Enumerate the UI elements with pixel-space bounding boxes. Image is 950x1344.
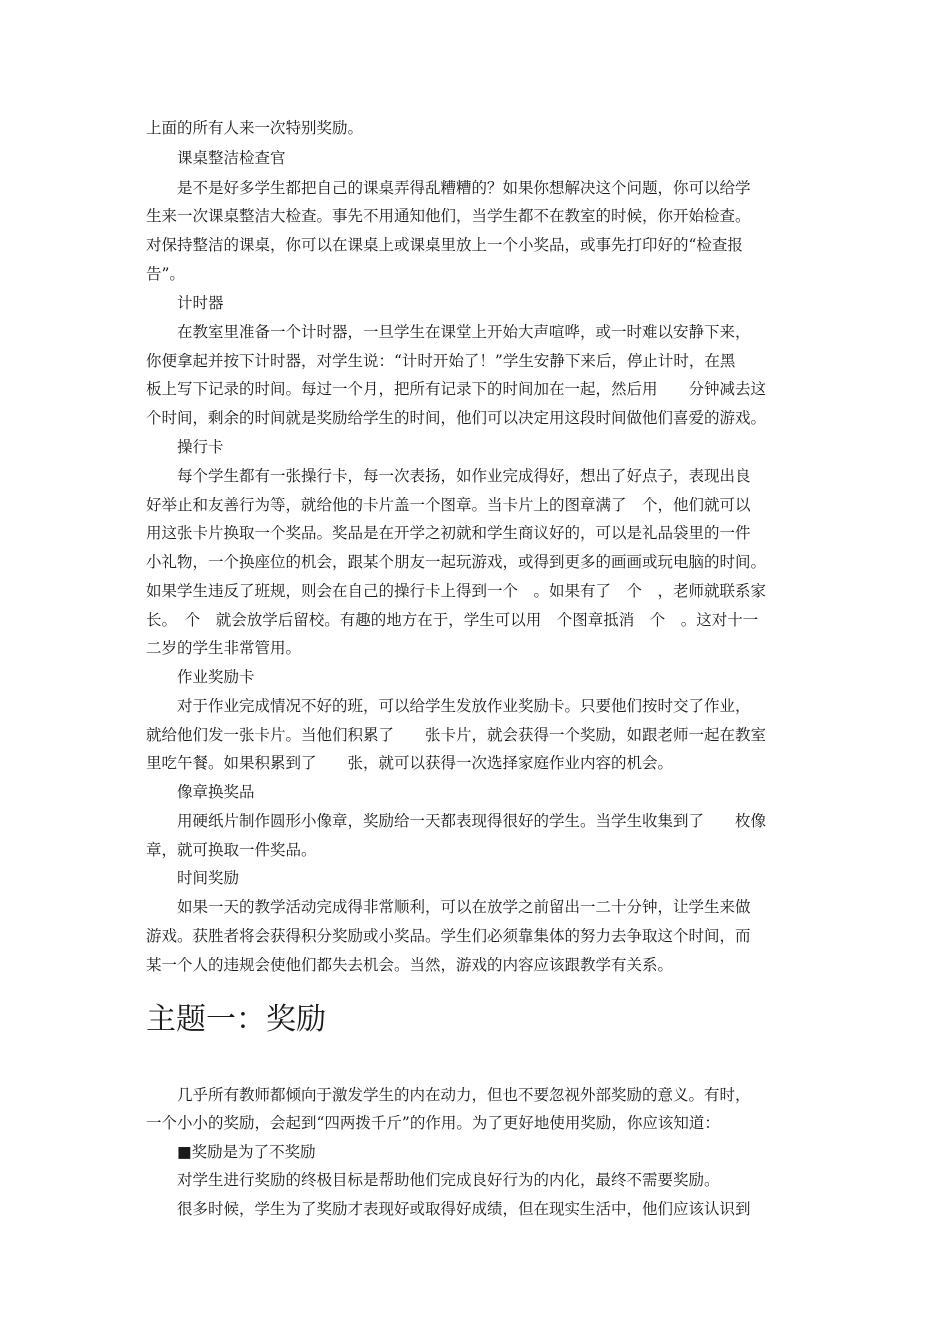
paragraph-line: 好举止和友善行为等，就给他的卡片盖一个图章。当卡片上的图章满了 个，他们就可以: [146, 496, 751, 514]
paragraph-line: 二岁的学生非常管用。: [146, 639, 302, 657]
section-title-badge-exchange: 像章换奖品: [177, 783, 255, 801]
paragraph-line: 如果一天的教学活动完成得非常顺利，可以在放学之前留出一二十分钟，让学生来做: [177, 898, 751, 916]
paragraph-line: 一个小小的奖励，会起到“四两拨千斤”的作用。为了更好地使用奖励，你应该知道：: [146, 1114, 720, 1132]
section-title-desk-inspector: 课桌整洁检查官: [177, 149, 286, 167]
paragraph-line: 对学生进行奖励的终极目标是帮助他们完成良好行为的内化，最终不需要奖励。: [177, 1171, 720, 1189]
paragraph-line: 章，就可换取一件奖品。: [146, 841, 317, 859]
paragraph-line: 游戏。获胜者将会获得积分奖励或小奖品。学生们必须靠集体的努力去争取这个时间，而: [146, 927, 751, 945]
section-title-conduct-card: 操行卡: [177, 438, 224, 456]
paragraph-line: 对于作业完成情况不好的班，可以给学生发放作业奖励卡。只要他们按时交了作业，: [177, 697, 751, 715]
paragraph-line: 告”。: [146, 265, 185, 283]
paragraph-line: 很多时候，学生为了奖励才表现好或取得好成绩，但在现实生活中，他们应该认识到: [177, 1200, 751, 1218]
paragraph-line: 是不是好多学生都把自己的课桌弄得乱糟糟的？如果你想解决这个问题，你可以给学: [177, 179, 751, 197]
paragraph-line: 上面的所有人来一次特别奖励。: [146, 119, 364, 137]
paragraph-line: 小礼物，一个换座位的机会，跟某个朋友一起玩游戏，或得到更多的画画或玩电脑的时间。: [146, 553, 767, 571]
paragraph-line: 板上写下记录的时间。每过一个月，把所有记录下的时间加在一起，然后用 分钟减去这: [146, 380, 767, 398]
paragraph-line: 在教室里准备一个计时器，一旦学生在课堂上开始大声喧哗，或一时难以安静下来，: [177, 323, 751, 341]
paragraph-line: 几乎所有教师都倾向于激发学生的内在动力，但也不要忽视外部奖励的意义。有时，: [177, 1086, 751, 1104]
paragraph-line: 如果学生违反了班规，则会在自己的操行卡上得到一个 。如果有了 个 ，老师就联系家: [146, 582, 767, 600]
section-title-time-reward: 时间奖励: [177, 869, 240, 887]
section-title-homework-card: 作业奖励卡: [177, 668, 255, 686]
subheading-reward-for-no-reward: ■奖励是为了不奖励: [177, 1143, 316, 1161]
paragraph-line: 生来一次课桌整洁大检查。事先不用通知他们，当学生都不在教室的时候，你开始检查。: [146, 207, 751, 225]
paragraph-line: 每个学生都有一张操行卡，每一次表扬，如作业完成得好，想出了好点子，表现出良: [177, 467, 751, 485]
paragraph-line: 你便拿起并按下计时器，对学生说：“计时开始了！”学生安静下来后，停止计时，在黑: [146, 352, 736, 370]
paragraph-line: 对保持整洁的课桌，你可以在课桌上或课桌里放上一个小奖品，或事先打印好的“检查报: [146, 236, 743, 254]
paragraph-line: 用硬纸片制作圆形小像章，奖励给一天都表现得很好的学生。当学生收集到了 枚像: [177, 812, 767, 830]
paragraph-line: 里吃午餐。如果积累到了 张，就可以获得一次选择家庭作业内容的机会。: [146, 754, 674, 772]
section-title-timer: 计时器: [177, 294, 224, 312]
paragraph-line: 个时间，剩余的时间就是奖励给学生的时间，他们可以决定用这段时间做他们喜爱的游戏。: [146, 409, 767, 427]
paragraph-line: 长。 个 就会放学后留校。有趣的地方在于，学生可以用 个图章抵消 个 。这对十一: [146, 611, 759, 629]
heading-theme-one: 主题一：奖励: [146, 1002, 326, 1037]
paragraph-line: 用这张卡片换取一个奖品。奖品是在开学之初就和学生商议好的，可以是礼品袋里的一件: [146, 524, 751, 542]
paragraph-line: 某一个人的违规会使他们都失去机会。当然，游戏的内容应该跟教学有关系。: [146, 956, 674, 974]
paragraph-line: 就给他们发一张卡片。当他们积累了 张卡片，就会获得一个奖励，如跟老师一起在教室: [146, 726, 767, 744]
